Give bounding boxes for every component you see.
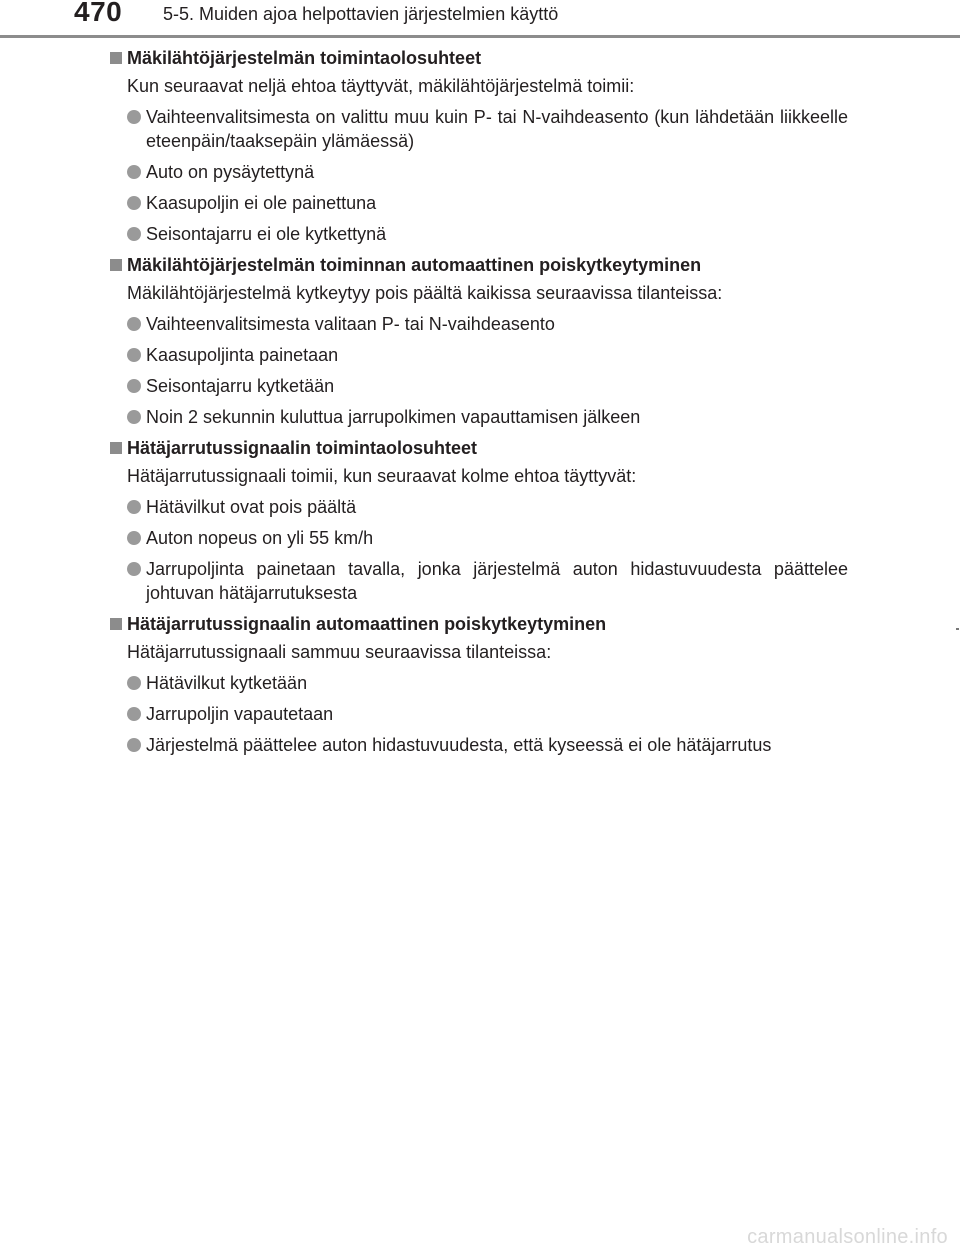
chapter-title: 5-5. Muiden ajoa helpottavien järjestelmien käyttö: [163, 4, 559, 24]
section-heading: [108, 254, 848, 277]
list-item-text: Seisontajarru kytketään: [146, 376, 335, 396]
square-bullet-icon: [110, 52, 122, 64]
circle-bullet-icon: [127, 165, 141, 179]
list-item-text: Vaihteenvalitsimesta on valittu muu kuin P- tai N-vaihdeasento (kun lähdetään liikkeelle eteenpäin/taaksepäin ylämäessä): [146, 107, 848, 151]
page-content: [108, 47, 848, 757]
circle-bullet-icon: [127, 110, 141, 124]
section-heading-text: Hätäjarrutussignaalin automaattinen poiskytkeytyminen: [127, 614, 607, 634]
square-bullet-icon: [110, 442, 122, 454]
section-heading: [108, 613, 848, 636]
section-hill-start-auto-off: [108, 254, 848, 429]
list-item: [108, 105, 848, 153]
circle-bullet-icon: [127, 676, 141, 690]
list-item: [108, 374, 848, 398]
list-item: [108, 312, 848, 336]
square-bullet-icon: [110, 618, 122, 630]
section-hill-start-conditions: [108, 47, 848, 246]
circle-bullet-icon: [127, 379, 141, 393]
circle-bullet-icon: [127, 500, 141, 514]
list-item: [108, 495, 848, 519]
list-item-text: Jarrupoljinta painetaan tavalla, jonka järjestelmä auton hidastuvuudesta päättelee johtuvan hätäjarrutuksesta: [146, 559, 848, 603]
circle-bullet-icon: [127, 317, 141, 331]
watermark: carmanualsonline.info: [747, 1226, 948, 1248]
bullet-list: [108, 312, 848, 429]
list-item: [108, 671, 848, 695]
bullet-list: [108, 671, 848, 757]
section-intro: Hätäjarrutussignaali toimii, kun seuraavat kolme ehtoa täyttyvät:: [127, 466, 637, 486]
list-item-text: Auto on pysäytettynä: [146, 162, 315, 182]
section-intro: Hätäjarrutussignaali sammuu seuraavissa tilanteissa:: [127, 642, 552, 662]
list-item-text: Jarrupoljin vapautetaan: [146, 704, 334, 724]
section-heading-text: Mäkilähtöjärjestelmän toiminnan automaattinen poiskytkeytyminen: [127, 255, 702, 275]
circle-bullet-icon: [127, 562, 141, 576]
header-rule: [0, 35, 960, 38]
section-heading-text: Hätäjarrutussignaalin toimintaolosuhteet: [127, 438, 478, 458]
list-item-text: Auton nopeus on yli 55 km/h: [146, 528, 374, 548]
section-heading-text: Mäkilähtöjärjestelmän toimintaolosuhteet: [127, 48, 482, 68]
list-item-text: Järjestelmä päättelee auton hidastuvuudesta, että kyseessä ei ole hätäjarrutus: [146, 735, 772, 755]
list-item-text: Noin 2 sekunnin kuluttua jarrupolkimen vapauttamisen jälkeen: [146, 407, 641, 427]
list-item-text: Vaihteenvalitsimesta valitaan P- tai N-vaihdeasento: [146, 314, 555, 334]
list-item-text: Hätävilkut ovat pois päältä: [146, 497, 357, 517]
section-intro: Kun seuraavat neljä ehtoa täyttyvät, mäkilähtöjärjestelmä toimii:: [127, 76, 635, 96]
circle-bullet-icon: [127, 707, 141, 721]
circle-bullet-icon: [127, 410, 141, 424]
list-item: [108, 160, 848, 184]
circle-bullet-icon: [127, 227, 141, 241]
section-emergency-signal-auto-off: [108, 613, 848, 757]
list-item: [108, 222, 848, 246]
list-item: [108, 557, 848, 605]
circle-bullet-icon: [127, 738, 141, 752]
circle-bullet-icon: [127, 348, 141, 362]
list-item-text: Kaasupoljin ei ole painettuna: [146, 193, 377, 213]
section-emergency-signal-conditions: [108, 437, 848, 605]
section-heading: [108, 437, 848, 460]
list-item-text: Hätävilkut kytketään: [146, 673, 308, 693]
bullet-list: [108, 495, 848, 605]
list-item: [108, 526, 848, 550]
list-item: [108, 702, 848, 726]
circle-bullet-icon: [127, 196, 141, 210]
list-item-text: Kaasupoljinta painetaan: [146, 345, 339, 365]
list-item: [108, 733, 848, 757]
list-item: [108, 191, 848, 215]
section-intro: Mäkilähtöjärjestelmä kytkeytyy pois päältä kaikissa seuraavissa tilanteissa:: [127, 283, 723, 303]
square-bullet-icon: [110, 259, 122, 271]
circle-bullet-icon: [127, 531, 141, 545]
bullet-list: [108, 105, 848, 246]
list-item: [108, 343, 848, 367]
section-heading: [108, 47, 848, 70]
page-header: [0, 0, 960, 40]
page-number: 470: [74, 0, 123, 27]
list-item-text: Seisontajarru ei ole kytkettynä: [146, 224, 387, 244]
edge-tick-mark: [956, 628, 959, 630]
list-item: [108, 405, 848, 429]
